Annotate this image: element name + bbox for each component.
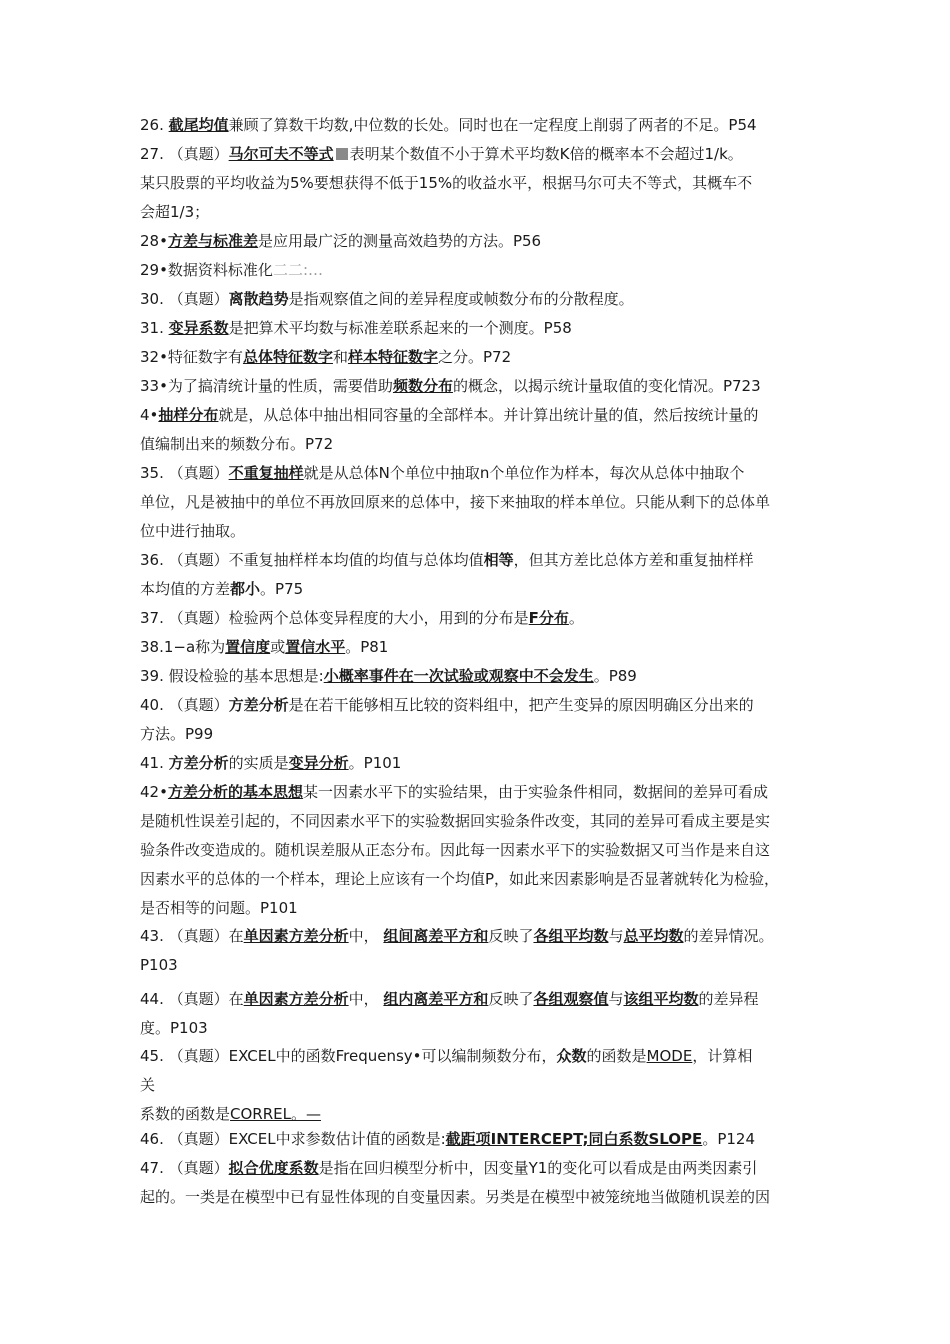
item-31 [140, 314, 816, 343]
line: 值编制出来的频数分布。P72 [140, 435, 334, 453]
line: 47. （真题）拟合优度系数是指在回归模型分析中，因变量Y1的变化可以看成是由两类因素引 [140, 1159, 758, 1177]
item-37 [140, 604, 816, 633]
line: 29•数据资料标准化二二:… [140, 261, 323, 279]
item-30 [140, 285, 816, 314]
item-41 [140, 749, 816, 778]
line: 40. （真题）方差分析是在若干能够相互比较的资料组中，把产生变异的原因明确区分出来的 [140, 696, 754, 714]
item-40 [140, 691, 816, 749]
item-42 [140, 778, 816, 923]
line: 起的。一类是在模型中已有显性体现的自变量因素。另类是在模型中被笼统地当做随机误差的因 [140, 1188, 771, 1206]
line: 是否相等的问题。P101 [140, 899, 298, 917]
line: 37. （真题）检验两个总体变异程度的大小，用到的分布是F分布。 [140, 609, 584, 627]
item-44 [140, 985, 816, 1043]
item-38 [140, 633, 816, 662]
item-27 [140, 140, 816, 227]
item-32 [140, 343, 816, 372]
line: 43. （真题）在单因素方差分析中， 组间离差平方和反映了各组平均数与总平均数的差异情况。 [140, 927, 774, 945]
line: 42•方差分析的基本思想某一因素水平下的实验结果，由于实验条件相同，数据间的差异可看成 [140, 783, 768, 801]
line: 44. （真题）在单因素方差分析中， 组内离差平方和反映了各组观察值与该组平均数的差异程 [140, 990, 759, 1008]
item-28 [140, 227, 816, 256]
line: 因素水平的总体的一个样本，理论上应该有一个均值P，如此来因素影响是否显著就转化为检验， [140, 870, 780, 888]
line: 27. （真题）马尔可夫不等式 表明某个数值不小于算术平均数K倍的概率本不会超过1/k。 [140, 145, 743, 163]
line: 31. 变异系数是把算术平均数与标准差联系起来的一个测度。P58 [140, 319, 572, 337]
line: 本均值的方差都小。P75 [140, 580, 304, 598]
line: 4•抽样分布就是，从总体中抽出相同容量的全部样本。并计算出统计量的值，然后按统计量的 [140, 406, 759, 424]
line: 系数的函数是CORREL。— [140, 1105, 321, 1123]
line: 32•特征数字有总体特征数字和样本特征数字之分。P72 [140, 348, 512, 366]
item-33-34 [140, 372, 816, 459]
item-45 [140, 1042, 816, 1129]
line: 38.1−a称为置信度或置信水平。P81 [140, 638, 389, 656]
line: 方法。P99 [140, 725, 214, 743]
line: 度。P103 [140, 1019, 208, 1037]
line: 是随机性误差引起的，不同因素水平下的实验数据回实验条件改变，其同的差异可看成主要是实 [140, 812, 771, 830]
line: 关 [140, 1076, 156, 1094]
line: 36. （真题）不重复抽样样本均值的均值与总体均值相等，但其方差比总体方差和重复抽样样 [140, 551, 754, 569]
item-29 [140, 256, 816, 285]
line: 33•为了搞清统计量的性质，需要借助频数分布的概念，以揭示统计量取值的变化情况。P723 [140, 377, 761, 395]
item-46 [140, 1125, 816, 1154]
line: 验条件改变造成的。随机误差服从正态分布。因此每一因素水平下的实验数据又可当作是来自这 [140, 841, 771, 859]
item-26 [140, 111, 816, 140]
line: 26. 截尾均值兼顾了算数干均数,中位数的长处。同时也在一定程度上削弱了两者的不足。P54 [140, 116, 757, 134]
line: 30. （真题）离散趋势是指观察值之间的差异程度或帧数分布的分散程度。 [140, 290, 634, 308]
line: P103 [140, 956, 178, 974]
line: 35. （真题）不重复抽样就是从总体N个单位中抽取n个单位作为样本，每次从总体中抽取个 [140, 464, 745, 482]
item-36 [140, 546, 816, 604]
square-bullet-icon [336, 148, 348, 160]
item-47 [140, 1154, 816, 1212]
line: 39. 假设检验的基本思想是:小概率事件在一次试验或观察中不会发生。P89 [140, 667, 637, 685]
item-39 [140, 662, 816, 691]
line: 会超1/3； [140, 203, 210, 221]
line: 单位，凡是被抽中的单位不再放回原来的总体中，接下来抽取的样本单位。只能从剩下的总体单 [140, 493, 771, 511]
item-35 [140, 459, 816, 546]
line: 28•方差与标准差是应用最广泛的测量高效趋势的方法。P56 [140, 232, 542, 250]
item-43 [140, 922, 816, 980]
line: 41. 方差分析的实质是变异分析。P101 [140, 754, 402, 772]
line: 45. （真题）EXCEL中的函数Frequensy•可以编制频数分布，众数的函数是MODE，计算相 [140, 1047, 753, 1065]
line: 位中进行抽取。 [140, 522, 246, 540]
line: 46. （真题）EXCEL中求参数估计值的函数是:截距项INTERCEPT;同白系数SLOPE。P124 [140, 1130, 755, 1148]
line: 某只股票的平均收益为5%要想获得不低于15%的收益水平，根据马尔可夫不等式，其概车不 [140, 174, 753, 192]
